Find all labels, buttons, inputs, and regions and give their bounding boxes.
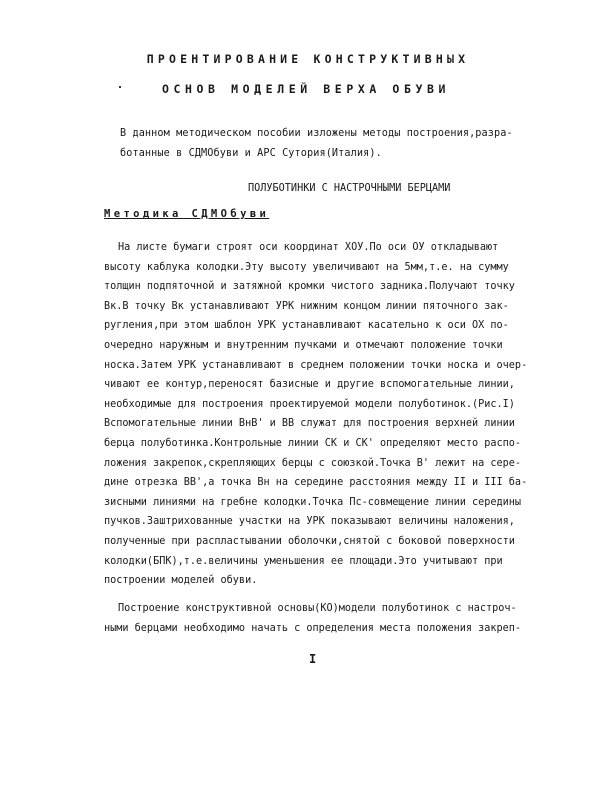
method-heading	[104, 208, 269, 220]
text-line: пучков.Заштрихованные участки на УРК показывают величины наложения,	[104, 516, 515, 528]
text-line: Построение конструктивной основы(КО)модели полуботинок с настроч-	[118, 603, 517, 614]
text-line: колодки(БПК),т.е.величины уменьшения ее площади.Это учитывают при	[104, 555, 503, 567]
text-line: ными берцами необходимо начать с определения места положения закреп-	[104, 622, 522, 634]
text-line: зисными линиями на гребне колодки.Точка Пс-совмещение линии середины	[104, 496, 522, 508]
paragraph-1	[104, 238, 566, 591]
text-line: носка.Затем УРК устанавливают в среднем положении точки носка и очер-	[104, 359, 528, 371]
text-line: На листе бумаги строят оси координат ХОУ.По оси ОУ откладывают	[118, 242, 499, 253]
text-line: толщин подпяточной и затяжной кромки чистого задника.Получают точку	[104, 281, 515, 293]
text-line: очередно наружным и внутренним пучками и отмечают положение точки	[104, 339, 503, 351]
text-line: высоту каблука колодки.Эту высоту увеличивают на 5мм,т.е. на сумму	[104, 261, 509, 273]
text-line: ругления,при этом шаблон УРК устанавливают касательно к оси ОХ по-	[104, 320, 509, 332]
document-title-line-1: ПРОЕНТИРОВАНИЕ КОНСТРУКТИВНЫХ	[146, 52, 470, 66]
text-line: ложения закрепок,скрепляющих берцы с союзкой.Точка В' лежит на сере-	[104, 457, 522, 469]
text-line: полученные при распластывании оболочки,снятой с боковой поверхности	[104, 535, 515, 547]
intro-paragraph	[120, 124, 560, 164]
document-title-line-2: ОСНОВ МОДЕЛЕЙ ВЕРХА ОБУВИ	[161, 82, 451, 96]
text-line: построении моделей обуви.	[104, 575, 258, 587]
text-line: чивают ее контур,переносят базисные и другие вспомогательные линии,	[104, 379, 515, 391]
text-line: Вк.В точку Вк устанавливают УРК нижним концом линии пяточного зак-	[104, 300, 509, 312]
method-heading-text: Методика СДМОбуви	[104, 208, 270, 220]
text-line: берца полуботинка.Контрольные линии СК и СК' определяют место распо-	[104, 437, 522, 449]
page-number: I	[309, 652, 317, 666]
intro-line: В данном методическом пособии изложены методы построения,разра-	[120, 128, 513, 139]
text-line: Вспомогательные линии ВнВ' и ВВ служат для построения верхней линии	[104, 418, 515, 430]
text-line: необходимые для построения проектируемой модели полуботинок.(Рис.I)	[104, 398, 515, 410]
text-line: дине отрезка ВВ',а точка Вн на середине расстояния между II и III ба-	[104, 477, 528, 489]
paragraph-2	[104, 599, 566, 638]
section-heading: ПОЛУБОТИНКИ С НАСТРОЧНЫМИ БЕРЦАМИ	[248, 183, 451, 194]
intro-line: ботанные в СДМОбуви и АРС Сутория(Италия).	[120, 148, 382, 159]
